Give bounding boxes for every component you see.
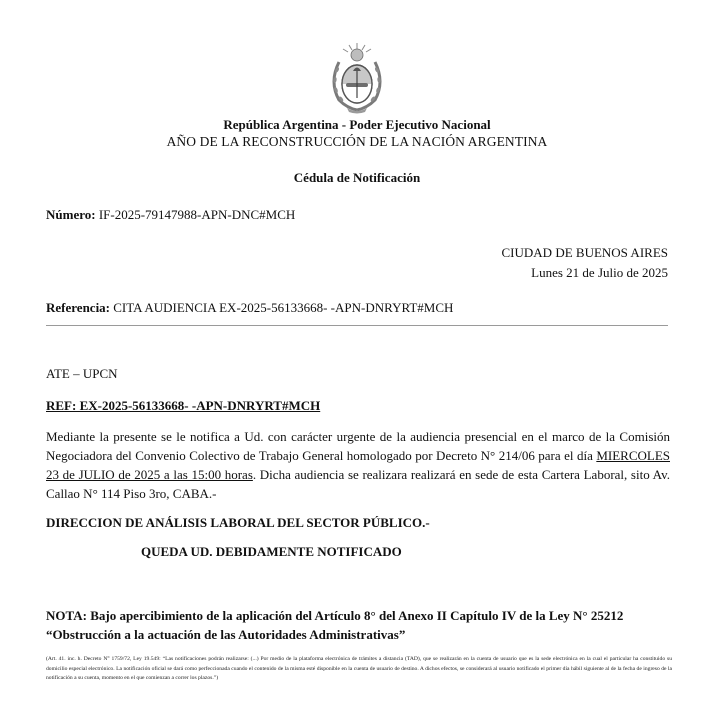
legal-note-text: : Bajo apercibimiento de la aplicación del Artículo 8° del Anexo II Capítulo IV de la Ley N° 25212 “Obstrucción a la actuación de las Autoridades Administrativas” (46, 608, 624, 642)
notification-paragraph (46, 427, 670, 503)
addressee: ATE – UPCN (46, 366, 118, 381)
header-title: República Argentina - Poder Ejecutivo Nacional (223, 117, 491, 132)
document-number-value: IF-2025-79147988-APN-DNC#MCH (98, 207, 296, 222)
document-number-label: Número: (46, 207, 96, 222)
legal-note (46, 606, 670, 644)
issuing-department: DIRECCION DE ANÁLISIS LABORAL DEL SECTOR PÚBLICO.- (46, 515, 430, 530)
document-reference (46, 300, 453, 316)
divider-line (46, 325, 668, 326)
document-number (46, 207, 295, 223)
paragraph-part2: . Dicha audiencia se realizara realizará en sede de esta Cartera Laboral, sito Av. Callao N° 114 Piso 3ro, CABA.- (46, 467, 670, 501)
document-reference-label: Referencia: (46, 300, 111, 315)
hearing-date-underlined: MIERCOLES 23 de JULIO de 2025 a las 15:00 horas (46, 448, 670, 482)
body-reference: REF: EX-2025-56133668- -APN-DNRYRT#MCH (46, 398, 321, 413)
document-reference-value: CITA AUDIENCIA EX-2025-56133668- -APN-DNRYRT#MCH (113, 300, 454, 315)
document-city: CIUDAD DE BUENOS AIRES (501, 245, 668, 260)
header-subtitle: AÑO DE LA RECONSTRUCCIÓN DE LA NACIÓN ARGENTINA (166, 134, 548, 149)
document-type-title: Cédula de Notificación (293, 170, 421, 185)
notified-statement: QUEDA UD. DEBIDAMENTE NOTIFICADO (141, 544, 402, 559)
argentina-coat-of-arms-icon (327, 40, 387, 114)
paragraph-part1: Mediante la presente se le notifica a Ud. con carácter urgente de la audiencia presencial en el marco de la Comisión Negociadora del Convenio Colectivo de Trabajo General homologado por Decreto N° 214/06 para el día (46, 429, 670, 463)
document-date: Lunes 21 de Julio de 2025 (531, 265, 668, 280)
legal-note-label: NOTA (46, 608, 83, 623)
legal-footnote: (Art. 41. inc. h. Decreto N° 1759/72, Ley 19.549: “Las notificaciones podrán realizarse: (...) Por medio de la plataforma electrónica de trámites a distancia (TAD), que se realizarán en la cuenta de usuario que es la sede electrónica en la cual el particular ha constituido su domicilio especial electrónico. La notificación oficial se dará como perfeccionada cuando el contenido de la misma esté disponible en la cuenta de usuario de destino. A dichos efectos, se considerará al usuario notificado el primer día hábil siguiente al de la fecha de ingreso de la notificación a su cuenta, momento en el que comienzan a correr los plazos.”) (46, 656, 672, 681)
